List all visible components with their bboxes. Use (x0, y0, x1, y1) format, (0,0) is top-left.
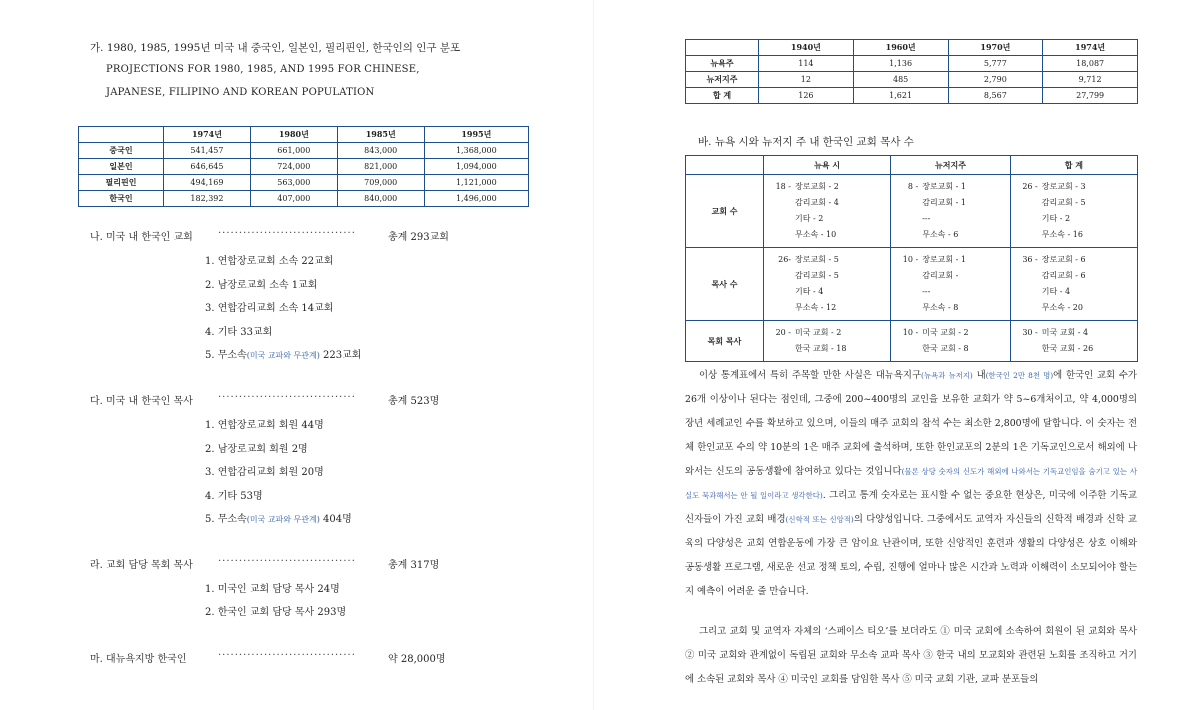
cell-line (892, 195, 1009, 211)
count-prefix (892, 195, 922, 211)
list-item: 3. 연합감리교회 회원 20명 (205, 467, 324, 478)
table-header-cell: 뉴욕 시 (764, 156, 891, 175)
table-header-cell: 1970년 (948, 40, 1043, 56)
cell-value: 한국 교회 - 26 (1041, 344, 1094, 353)
leader-dots: ································· (218, 228, 356, 239)
cell-value: 무소속 - 20 (1041, 303, 1083, 312)
cell-line (1012, 341, 1136, 357)
cell-line (1012, 211, 1136, 227)
section-ra-total: 총계 317명 (388, 560, 440, 571)
cell-value: 기타 - 2 (1041, 214, 1071, 223)
table-cell: 8,567 (948, 88, 1043, 104)
cell-line (892, 179, 1009, 195)
count-prefix (765, 284, 795, 300)
list-item: 1. 연합장로교회 소속 22교회 (205, 256, 334, 267)
table-header-cell (79, 127, 164, 143)
row-label: 중국인 (79, 143, 164, 159)
count-prefix (1012, 284, 1042, 300)
table-cell: 1,621 (853, 88, 948, 104)
table-cell: 12 (759, 72, 854, 88)
table-cell: 1,094,000 (424, 159, 528, 175)
list-item: 2. 남장로교회 회원 2명 (205, 444, 308, 455)
count-prefix (765, 268, 795, 284)
count-prefix (765, 195, 795, 211)
table-header-cell: 1985년 (337, 127, 424, 143)
count-prefix: 10 - (902, 328, 919, 337)
count-prefix (892, 284, 922, 300)
cell-value: 무소속 - 10 (795, 230, 837, 239)
cell-line (765, 227, 889, 243)
list-item (205, 346, 361, 361)
cell-line (1012, 300, 1136, 316)
count-prefix (892, 268, 922, 284)
table-header-cell: 1980년 (250, 127, 337, 143)
count-prefix (1012, 195, 1042, 211)
cell-value: 장로교회 - 2 (795, 182, 839, 191)
cell-value: 기타 - 2 (795, 214, 824, 223)
count-prefix: 36 - (1022, 255, 1038, 264)
count-prefix (892, 227, 922, 243)
table-row (686, 175, 1138, 248)
cell-value: 미국 교회 - 4 (1041, 328, 1089, 337)
table-cell: 709,000 (337, 175, 424, 191)
row-label: 일본인 (79, 159, 164, 175)
count-prefix: 26- (778, 255, 791, 264)
table-cell (764, 175, 891, 248)
section-ma-total: 약 28,000명 (388, 654, 446, 665)
table-header-cell: 1940년 (759, 40, 854, 56)
cell-value: 무소속 - 12 (795, 303, 837, 312)
section-na-heading (90, 228, 193, 243)
table-cell: 1,121,000 (424, 175, 528, 191)
cell-value: 미국 교회 - 2 (795, 328, 842, 337)
section-na-title: 나. 미국 내 한국인 교회 (90, 232, 193, 243)
table-header-cell: 합 계 (1010, 156, 1137, 175)
cell-value: 감리교회 - 5 (1041, 198, 1086, 207)
cell-value: 장로교회 - 1 (922, 255, 967, 264)
table-cell: 5,777 (948, 56, 1043, 72)
row-label: 목사 수 (686, 248, 764, 321)
cell-line (892, 211, 1009, 227)
cell-line (1012, 227, 1136, 243)
table-row (686, 321, 1138, 362)
table-cell: 563,000 (250, 175, 337, 191)
list-item: 1. 연합장로교회 회원 44명 (205, 420, 324, 431)
leader-dots: ································· (218, 392, 356, 403)
cell-value: 감리교회 - 4 (795, 198, 839, 207)
table-cell: 1,136 (853, 56, 948, 72)
cell-line (765, 325, 889, 341)
cell-line (1012, 179, 1136, 195)
list-item: 2. 한국인 교회 담당 목사 293명 (205, 607, 347, 618)
cell-value: --- (922, 287, 931, 296)
cell-line (765, 341, 889, 357)
table-cell: 27,799 (1043, 88, 1138, 104)
leader-dots: ································· (218, 650, 356, 661)
count-prefix: 10 - (902, 255, 919, 264)
table-cell (764, 248, 891, 321)
leader-dots: ································· (218, 556, 356, 567)
paragraph-text: 이상 통계표에서 특히 주목할 만한 사실은 대뉴욕지구 (699, 370, 922, 381)
count-prefix (765, 300, 795, 316)
cell-line (765, 211, 889, 227)
row-label: 필리핀인 (79, 175, 164, 191)
row-label: 합 계 (686, 88, 759, 104)
table-header-cell: 뉴저지주 (891, 156, 1011, 175)
table-cell: 724,000 (250, 159, 337, 175)
count-prefix: 30 - (1022, 328, 1038, 337)
cell-value: 한국 교회 - 8 (922, 344, 969, 353)
cell-line (892, 325, 1009, 341)
table-cell: 843,000 (337, 143, 424, 159)
table-header-cell (686, 40, 759, 56)
table-row (686, 88, 1138, 104)
cell-line (765, 300, 889, 316)
cell-line (892, 268, 1009, 284)
body-paragraph-1 (685, 364, 1137, 604)
cell-value: 장로교회 - 3 (1041, 182, 1086, 191)
cell-value: 기타 - 4 (795, 287, 824, 296)
row-label: 뉴욕주 (686, 56, 759, 72)
count-prefix (765, 227, 795, 243)
row-label: 한국인 (79, 191, 164, 207)
table-cell: 9,712 (1043, 72, 1138, 88)
ny-population-table (685, 39, 1138, 104)
cell-value: 장로교회 - 5 (795, 255, 839, 264)
cell-value: 무소속 - 6 (922, 230, 959, 239)
cell-line (1012, 325, 1136, 341)
cell-line (892, 284, 1009, 300)
table-row (686, 248, 1138, 321)
table-header-cell (686, 156, 764, 175)
cell-value: --- (922, 214, 931, 223)
cell-line (1012, 284, 1136, 300)
paragraph-note: (신학적 또는 신앙적) (785, 515, 854, 524)
cell-line (1012, 252, 1136, 268)
list-item: 3. 연합감리교회 소속 14교회 (205, 303, 334, 314)
table-row (686, 72, 1138, 88)
table-cell: 182,392 (164, 191, 251, 207)
cell-value: 한국 교회 - 18 (795, 344, 847, 353)
item-count: 223교회 (319, 350, 362, 361)
paragraph-note: (한국인 2만 8천 명) (985, 371, 1054, 380)
count-prefix (1012, 211, 1042, 227)
table-cell: 126 (759, 88, 854, 104)
row-label: 교회 수 (686, 175, 764, 248)
cell-line (892, 300, 1009, 316)
count-prefix (892, 300, 922, 316)
count-prefix (765, 341, 795, 357)
table-row (79, 143, 529, 159)
count-prefix: 18 - (775, 182, 791, 191)
count-prefix (1012, 300, 1042, 316)
paragraph-text: 의 다양성입니다. 그중에서도 교역자 자신들의 신학적 배경과 신학 교육의 다양성은 교회 연합운동에 가장 큰 암이요 난관이며, 또한 신앙적인 훈련과 생활의 다양성은 상호 이해와 공동생활 프로그램, 새로운 선교 정책 토의, 수립, 진행에 얼마나 많은 시간과 노력과 이해력이 소모되어야 할는지 예측이 어려운 줄 만습니다. (685, 514, 1137, 597)
table-cell (1010, 321, 1137, 362)
item-note: (미국 교파와 무관계) (246, 515, 320, 524)
table-cell: 1,368,000 (424, 143, 528, 159)
section-ma-title: 마. 대뉴욕지방 한국인 (90, 654, 187, 665)
table-header-cell: 1974년 (1043, 40, 1138, 56)
cell-line (1012, 195, 1136, 211)
table-cell: 407,000 (250, 191, 337, 207)
table-cell: 18,087 (1043, 56, 1138, 72)
cell-line (765, 284, 889, 300)
cell-line (892, 341, 1009, 357)
cell-value: 감리교회 - (922, 271, 959, 280)
list-item: 1. 미국인 교회 담당 목사 24명 (205, 584, 340, 595)
count-prefix (892, 341, 922, 357)
count-prefix: 8 - (907, 182, 919, 191)
table-cell: 1,496,000 (424, 191, 528, 207)
count-prefix (1012, 341, 1042, 357)
table-cell (1010, 248, 1137, 321)
count-prefix (765, 211, 795, 227)
section-da-title: 다. 미국 내 한국인 목사 (90, 396, 193, 407)
item-text: 5. 무소속 (205, 514, 247, 525)
row-label: 뉴저지주 (686, 72, 759, 88)
section-ga-title: 가. 1980, 1985, 1995년 미국 내 중국인, 일본인, 필리핀인, 한국인의 인구 분포 (90, 42, 461, 54)
table-header-row (686, 40, 1138, 56)
section-na-total: 총계 293교회 (388, 232, 449, 243)
cell-value: 장로교회 - 1 (922, 182, 967, 191)
table-cell: 114 (759, 56, 854, 72)
table-cell: 821,000 (337, 159, 424, 175)
cell-value: 장로교회 - 6 (1041, 255, 1086, 264)
left-page (0, 0, 593, 710)
paragraph-text: 내 (972, 370, 986, 381)
cell-line (1012, 268, 1136, 284)
section-da-total: 총계 523명 (388, 396, 440, 407)
cell-line (892, 252, 1009, 268)
population-table (78, 126, 529, 207)
table-row (79, 191, 529, 207)
table-cell (891, 321, 1011, 362)
table-cell (891, 175, 1011, 248)
cell-line (765, 268, 889, 284)
section-ga-english-line1: PROJECTIONS FOR 1980, 1985, AND 1995 FOR CHINESE, (106, 64, 420, 75)
paragraph-note: (뉴욕과 뉴저지) (921, 371, 973, 380)
count-prefix (1012, 227, 1042, 243)
cell-value: 미국 교회 - 2 (922, 328, 969, 337)
table-cell (764, 321, 891, 362)
item-text: 5. 무소속 (205, 350, 247, 361)
cell-value: 무소속 - 8 (922, 303, 959, 312)
table-cell: 485 (853, 72, 948, 88)
table-row (686, 56, 1138, 72)
count-prefix: 20 - (775, 328, 791, 337)
paragraph-text: 에 한국인 교회 수가 26개 이상이나 된다는 점인데, 그중에 200~400명의 교인을 보유한 교회가 약 5~6개처이고, 약 4,000명의 장년 세례교인 수를 확보하고 있으며, 이들의 매주 교회의 참석 수는 최소한 2,800명에 달합니다. 이 숫자는 전체 한인교포 수의 약 10분의 1은 매주 교회에 출석하며, 또한 한인교포의 2분의 1은 기독교인으로서 해외에 나와서는 신도의 공동생활에 참여하고 있다는 것입니다 (685, 370, 1137, 477)
church-pastor-table (685, 155, 1138, 362)
table-cell: 840,000 (337, 191, 424, 207)
cell-value: 감리교회 - 6 (1041, 271, 1086, 280)
table-cell (1010, 175, 1137, 248)
section-ga-english-line2: JAPANESE, FILIPINO AND KOREAN POPULATION (106, 87, 375, 98)
cell-value: 감리교회 - 5 (795, 271, 839, 280)
cell-value: 감리교회 - 1 (922, 198, 967, 207)
count-prefix: 26 - (1022, 182, 1038, 191)
cell-value: 기타 - 4 (1041, 287, 1071, 296)
cell-value: 무소속 - 16 (1041, 230, 1083, 239)
table-cell: 541,457 (164, 143, 251, 159)
list-item: 2. 남장로교회 소속 1교회 (205, 280, 318, 291)
item-count: 404명 (319, 514, 352, 525)
section-ra-title: 라. 교회 담당 목회 목사 (90, 560, 193, 571)
section-ba-title: 바. 뉴욕 시와 뉴저지 주 내 한국인 교회 목사 수 (698, 136, 914, 148)
item-note: (미국 교파와 무관계) (246, 351, 320, 360)
table-cell (891, 248, 1011, 321)
table-cell: 646,645 (164, 159, 251, 175)
cell-line (765, 179, 889, 195)
cell-line (765, 252, 889, 268)
count-prefix (892, 211, 922, 227)
table-header-row (79, 127, 529, 143)
paragraph-note: (물론 상당 숫자의 신도가 해외에 나와서는 기독교인임을 숨기고 있는 사실도 묵과해서는 안 될 일이라고 생각한다) (685, 467, 1137, 500)
table-row (79, 175, 529, 191)
table-header-row (686, 156, 1138, 175)
table-cell: 494,169 (164, 175, 251, 191)
cell-line (765, 195, 889, 211)
list-item (205, 510, 352, 525)
table-header-cell: 1995년 (424, 127, 528, 143)
list-item: 4. 기타 33교회 (205, 327, 273, 338)
right-page (594, 0, 1187, 710)
table-row (79, 159, 529, 175)
paragraph-text: . 그리고 통계 숫자로는 표시할 수 없는 중요한 현상은, 미국에 이주한 기독교 신자들이 가진 교회 배경 (685, 490, 1137, 525)
table-cell: 2,790 (948, 72, 1043, 88)
list-item: 4. 기타 53명 (205, 491, 263, 502)
table-header-cell: 1974년 (164, 127, 251, 143)
table-cell: 661,000 (250, 143, 337, 159)
table-header-cell: 1960년 (853, 40, 948, 56)
count-prefix (1012, 268, 1042, 284)
cell-line (892, 227, 1009, 243)
body-paragraph-2: 그리고 교회 및 교역자 자체의 ‘스페이스 티오’를 보더라도 ① 미국 교회에 소속하여 회원이 된 교회와 목사 ② 미국 교회와 관계없이 독립된 교회와 무소속 교파 목사 ③ 한국 내의 모교회와 관련된 노회를 조직하고 거기에 소속된 교회와 목사 ④ 미국인 교회를 담임한 목사 ⑤ 미국 교회 기관, 교파 분포들의 (685, 626, 1137, 685)
row-label: 목회 목사 (686, 321, 764, 362)
